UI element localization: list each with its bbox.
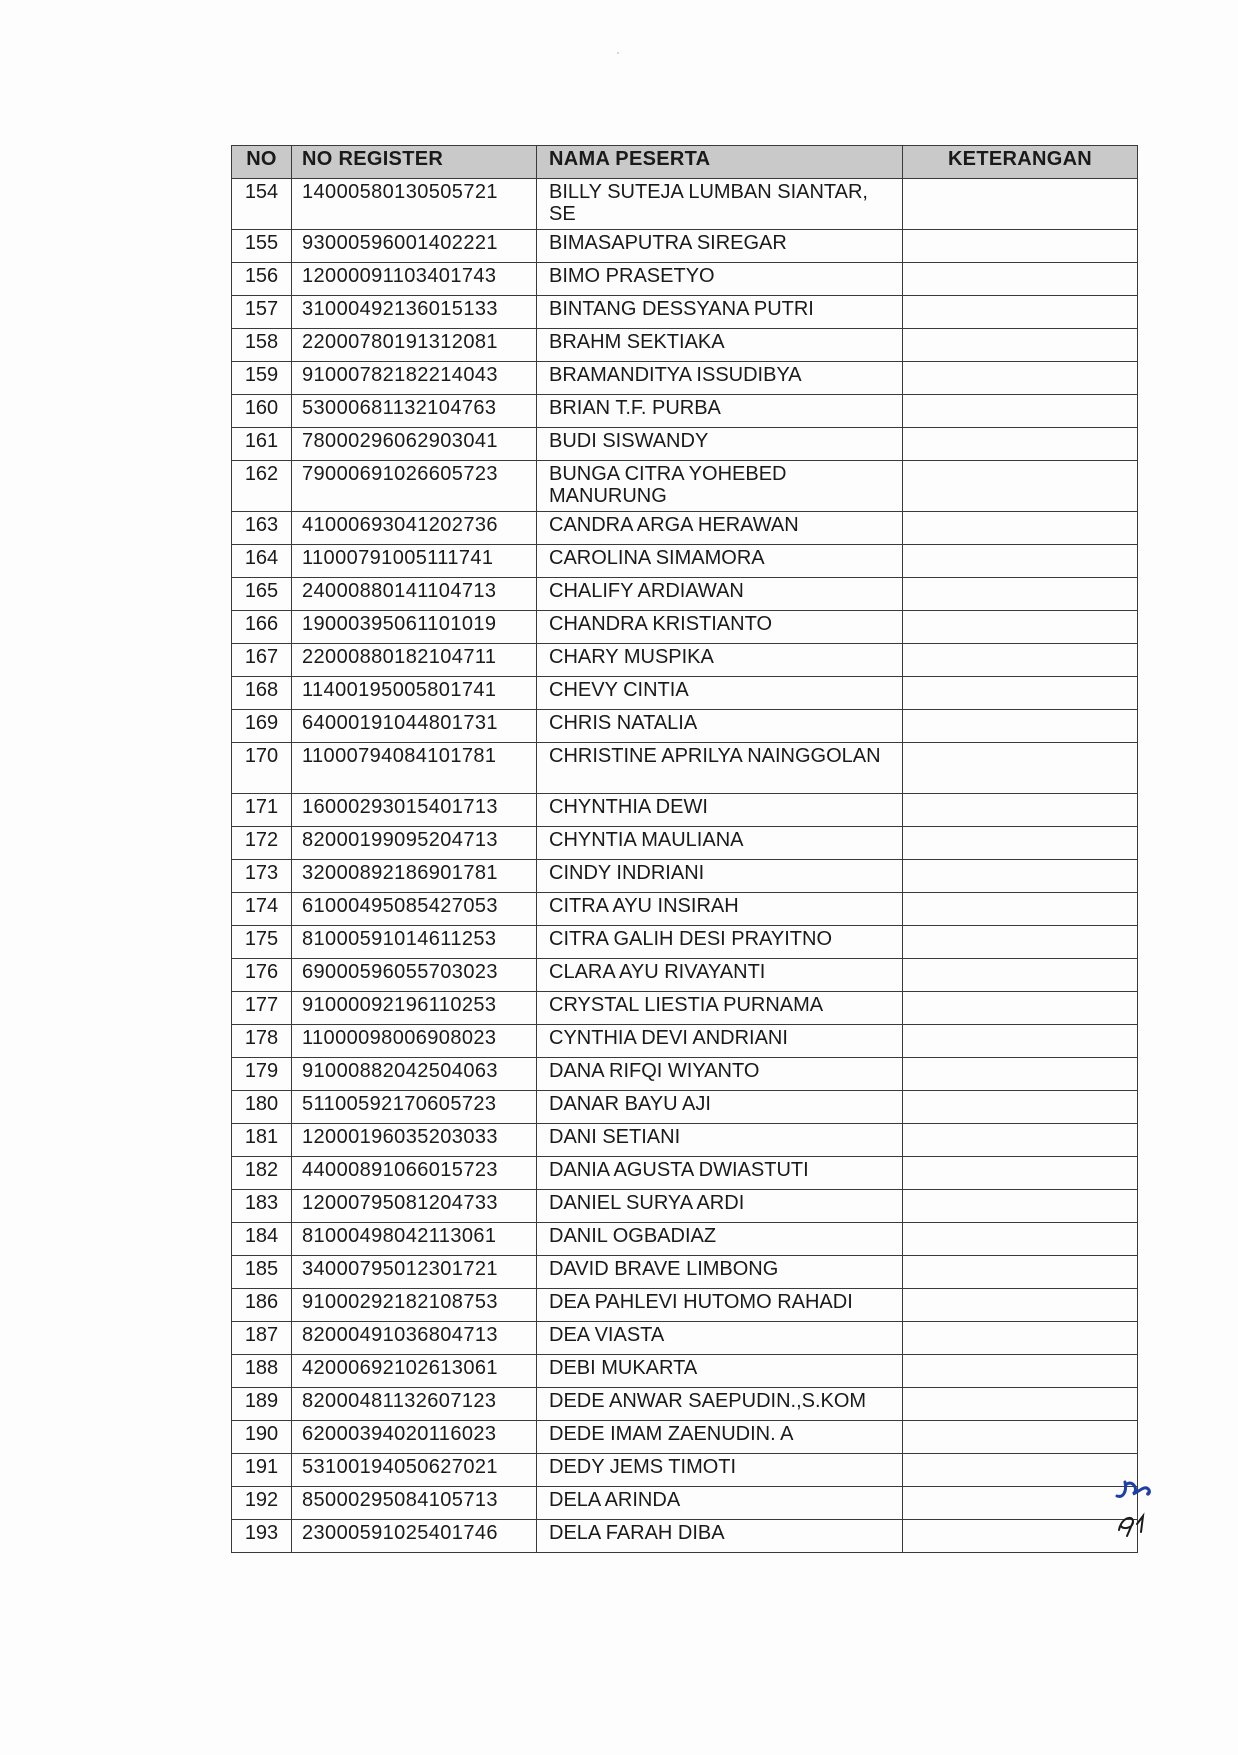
table-row bbox=[232, 926, 1138, 959]
cell-no: 156 bbox=[232, 263, 292, 296]
header-register: NO REGISTER bbox=[292, 146, 537, 179]
cell-keterangan bbox=[903, 329, 1138, 362]
cell-name: DANIEL SURYA ARDI bbox=[537, 1190, 903, 1223]
cell-keterangan bbox=[903, 794, 1138, 827]
cell-keterangan bbox=[903, 545, 1138, 578]
table-row bbox=[232, 1388, 1138, 1421]
cell-register: 23000591025401746 bbox=[292, 1520, 537, 1553]
cell-name: CANDRA ARGA HERAWAN bbox=[537, 512, 903, 545]
cell-keterangan bbox=[903, 1520, 1138, 1553]
table-row bbox=[232, 1322, 1138, 1355]
cell-keterangan bbox=[903, 959, 1138, 992]
cell-no: 167 bbox=[232, 644, 292, 677]
cell-no: 178 bbox=[232, 1025, 292, 1058]
cell-no: 192 bbox=[232, 1487, 292, 1520]
cell-no: 163 bbox=[232, 512, 292, 545]
cell-keterangan bbox=[903, 1124, 1138, 1157]
cell-register: 91000292182108753 bbox=[292, 1289, 537, 1322]
cell-name: DEDE ANWAR SAEPUDIN.,S.KOM bbox=[537, 1388, 903, 1421]
header-keterangan: KETERANGAN bbox=[903, 146, 1138, 179]
cell-name: BIMASAPUTRA SIREGAR bbox=[537, 230, 903, 263]
cell-name: BRIAN T.F. PURBA bbox=[537, 395, 903, 428]
cell-register: 62000394020116023 bbox=[292, 1421, 537, 1454]
cell-register: 19000395061101019 bbox=[292, 611, 537, 644]
cell-no: 165 bbox=[232, 578, 292, 611]
cell-no: 158 bbox=[232, 329, 292, 362]
cell-name: DANI SETIANI bbox=[537, 1124, 903, 1157]
table-row bbox=[232, 959, 1138, 992]
cell-no: 191 bbox=[232, 1454, 292, 1487]
table-row bbox=[232, 1058, 1138, 1091]
cell-register: 81000591014611253 bbox=[292, 926, 537, 959]
cell-name: DEBI MUKARTA bbox=[537, 1355, 903, 1388]
cell-name: BRAMANDITYA ISSUDIBYA bbox=[537, 362, 903, 395]
cell-register: 11000098006908023 bbox=[292, 1025, 537, 1058]
cell-name: CHYNTIA MAULIANA bbox=[537, 827, 903, 860]
table-row bbox=[232, 1256, 1138, 1289]
cell-name: CAROLINA SIMAMORA bbox=[537, 545, 903, 578]
cell-keterangan bbox=[903, 893, 1138, 926]
table-row bbox=[232, 296, 1138, 329]
table-row bbox=[232, 611, 1138, 644]
cell-register: 64000191044801731 bbox=[292, 710, 537, 743]
cell-register: 82000491036804713 bbox=[292, 1322, 537, 1355]
cell-no: 187 bbox=[232, 1322, 292, 1355]
table-row bbox=[232, 1520, 1138, 1553]
cell-no: 159 bbox=[232, 362, 292, 395]
cell-keterangan bbox=[903, 263, 1138, 296]
cell-keterangan bbox=[903, 710, 1138, 743]
cell-no: 180 bbox=[232, 1091, 292, 1124]
cell-no: 174 bbox=[232, 893, 292, 926]
cell-register: 12000091103401743 bbox=[292, 263, 537, 296]
table-row bbox=[232, 992, 1138, 1025]
table-row bbox=[232, 329, 1138, 362]
cell-no: 161 bbox=[232, 428, 292, 461]
cell-register: 24000880141104713 bbox=[292, 578, 537, 611]
table-row bbox=[232, 1289, 1138, 1322]
cell-keterangan bbox=[903, 860, 1138, 893]
table-body bbox=[232, 179, 1138, 1553]
cell-name: CHALIFY ARDIAWAN bbox=[537, 578, 903, 611]
cell-no: 175 bbox=[232, 926, 292, 959]
cell-keterangan bbox=[903, 296, 1138, 329]
cell-keterangan bbox=[903, 743, 1138, 794]
cell-name: DANAR BAYU AJI bbox=[537, 1091, 903, 1124]
cell-register: 93000596001402221 bbox=[292, 230, 537, 263]
cell-name: CYNTHIA DEVI ANDRIANI bbox=[537, 1025, 903, 1058]
cell-keterangan bbox=[903, 1322, 1138, 1355]
cell-name: CHYNTHIA DEWI bbox=[537, 794, 903, 827]
cell-register: 91000092196110253 bbox=[292, 992, 537, 1025]
cell-keterangan bbox=[903, 827, 1138, 860]
table-row bbox=[232, 545, 1138, 578]
cell-register: 11000791005111741 bbox=[292, 545, 537, 578]
cell-name: DEDY JEMS TIMOTI bbox=[537, 1454, 903, 1487]
cell-keterangan bbox=[903, 1388, 1138, 1421]
table-row bbox=[232, 677, 1138, 710]
cell-no: 183 bbox=[232, 1190, 292, 1223]
cell-register: 44000891066015723 bbox=[292, 1157, 537, 1190]
table-row bbox=[232, 1025, 1138, 1058]
cell-no: 155 bbox=[232, 230, 292, 263]
cell-register: 81000498042113061 bbox=[292, 1223, 537, 1256]
cell-name: DEA PAHLEVI HUTOMO RAHADI bbox=[537, 1289, 903, 1322]
cell-register: 78000296062903041 bbox=[292, 428, 537, 461]
table-row bbox=[232, 644, 1138, 677]
cell-name: CINDY INDRIANI bbox=[537, 860, 903, 893]
cell-register: 91000782182214043 bbox=[292, 362, 537, 395]
cell-keterangan bbox=[903, 1355, 1138, 1388]
cell-register: 79000691026605723 bbox=[292, 461, 537, 512]
cell-register: 61000495085427053 bbox=[292, 893, 537, 926]
cell-no: 184 bbox=[232, 1223, 292, 1256]
table-row bbox=[232, 860, 1138, 893]
cell-name: DAVID BRAVE LIMBONG bbox=[537, 1256, 903, 1289]
cell-register: 32000892186901781 bbox=[292, 860, 537, 893]
cell-no: 170 bbox=[232, 743, 292, 794]
table-header-row bbox=[232, 146, 1138, 179]
header-no: NO bbox=[232, 146, 292, 179]
table-row bbox=[232, 362, 1138, 395]
cell-no: 177 bbox=[232, 992, 292, 1025]
cell-name: BRAHM SEKTIAKA bbox=[537, 329, 903, 362]
cell-register: 34000795012301721 bbox=[292, 1256, 537, 1289]
cell-no: 162 bbox=[232, 461, 292, 512]
cell-keterangan bbox=[903, 992, 1138, 1025]
cell-name: BILLY SUTEJA LUMBAN SIANTAR, SE bbox=[537, 179, 903, 230]
cell-register: 69000596055703023 bbox=[292, 959, 537, 992]
cell-name: CHEVY CINTIA bbox=[537, 677, 903, 710]
cell-register: 82000481132607123 bbox=[292, 1388, 537, 1421]
table-row bbox=[232, 395, 1138, 428]
cell-name: BUNGA CITRA YOHEBED MANURUNG bbox=[537, 461, 903, 512]
table-row bbox=[232, 428, 1138, 461]
cell-name: CLARA AYU RIVAYANTI bbox=[537, 959, 903, 992]
cell-keterangan bbox=[903, 926, 1138, 959]
table-row bbox=[232, 461, 1138, 512]
cell-name: DANIL OGBADIAZ bbox=[537, 1223, 903, 1256]
cell-register: 12000196035203033 bbox=[292, 1124, 537, 1157]
cell-keterangan bbox=[903, 395, 1138, 428]
cell-register: 42000692102613061 bbox=[292, 1355, 537, 1388]
table-row bbox=[232, 179, 1138, 230]
cell-no: 188 bbox=[232, 1355, 292, 1388]
cell-keterangan bbox=[903, 677, 1138, 710]
cell-keterangan bbox=[903, 1025, 1138, 1058]
header-name: NAMA PESERTA bbox=[537, 146, 903, 179]
cell-keterangan bbox=[903, 1487, 1138, 1520]
table-row bbox=[232, 1421, 1138, 1454]
cell-register: 16000293015401713 bbox=[292, 794, 537, 827]
table-row bbox=[232, 710, 1138, 743]
cell-keterangan bbox=[903, 461, 1138, 512]
table-row bbox=[232, 1487, 1138, 1520]
table-row bbox=[232, 1190, 1138, 1223]
cell-keterangan bbox=[903, 1157, 1138, 1190]
cell-name: CHANDRA KRISTIANTO bbox=[537, 611, 903, 644]
cell-name: CITRA AYU INSIRAH bbox=[537, 893, 903, 926]
scan-speck bbox=[617, 52, 619, 54]
cell-register: 82000199095204713 bbox=[292, 827, 537, 860]
cell-keterangan bbox=[903, 1289, 1138, 1322]
cell-no: 193 bbox=[232, 1520, 292, 1553]
cell-no: 189 bbox=[232, 1388, 292, 1421]
cell-no: 181 bbox=[232, 1124, 292, 1157]
cell-name: DELA ARINDA bbox=[537, 1487, 903, 1520]
table-row bbox=[232, 794, 1138, 827]
cell-keterangan bbox=[903, 1421, 1138, 1454]
cell-no: 169 bbox=[232, 710, 292, 743]
cell-register: 22000880182104711 bbox=[292, 644, 537, 677]
table-row bbox=[232, 1454, 1138, 1487]
cell-keterangan bbox=[903, 230, 1138, 263]
cell-keterangan bbox=[903, 611, 1138, 644]
participant-table bbox=[231, 145, 1138, 1553]
cell-keterangan bbox=[903, 428, 1138, 461]
cell-name: CHRIS NATALIA bbox=[537, 710, 903, 743]
cell-register: 31000492136015133 bbox=[292, 296, 537, 329]
cell-name: CITRA GALIH DESI PRAYITNO bbox=[537, 926, 903, 959]
cell-register: 22000780191312081 bbox=[292, 329, 537, 362]
cell-keterangan bbox=[903, 179, 1138, 230]
cell-no: 172 bbox=[232, 827, 292, 860]
cell-name: DANIA AGUSTA DWIASTUTI bbox=[537, 1157, 903, 1190]
cell-name: CRYSTAL LIESTIA PURNAMA bbox=[537, 992, 903, 1025]
cell-register: 53100194050627021 bbox=[292, 1454, 537, 1487]
cell-register: 41000693041202736 bbox=[292, 512, 537, 545]
cell-keterangan bbox=[903, 512, 1138, 545]
cell-register: 14000580130505721 bbox=[292, 179, 537, 230]
table-row bbox=[232, 1091, 1138, 1124]
cell-no: 160 bbox=[232, 395, 292, 428]
cell-name: CHARY MUSPIKA bbox=[537, 644, 903, 677]
cell-no: 171 bbox=[232, 794, 292, 827]
cell-no: 186 bbox=[232, 1289, 292, 1322]
cell-name: DEDE IMAM ZAENUDIN. A bbox=[537, 1421, 903, 1454]
table-row bbox=[232, 1157, 1138, 1190]
table-row bbox=[232, 743, 1138, 794]
cell-no: 190 bbox=[232, 1421, 292, 1454]
cell-register: 11000794084101781 bbox=[292, 743, 537, 794]
cell-keterangan bbox=[903, 1223, 1138, 1256]
cell-keterangan bbox=[903, 1256, 1138, 1289]
table-row bbox=[232, 263, 1138, 296]
cell-name: BINTANG DESSYANA PUTRI bbox=[537, 296, 903, 329]
cell-name: DEA VIASTA bbox=[537, 1322, 903, 1355]
cell-no: 164 bbox=[232, 545, 292, 578]
cell-name: BIMO PRASETYO bbox=[537, 263, 903, 296]
cell-keterangan bbox=[903, 1454, 1138, 1487]
cell-no: 182 bbox=[232, 1157, 292, 1190]
table-row bbox=[232, 1223, 1138, 1256]
cell-no: 166 bbox=[232, 611, 292, 644]
cell-no: 157 bbox=[232, 296, 292, 329]
cell-keterangan bbox=[903, 1058, 1138, 1091]
table-row bbox=[232, 230, 1138, 263]
table-row bbox=[232, 827, 1138, 860]
table-row bbox=[232, 512, 1138, 545]
cell-register: 51100592170605723 bbox=[292, 1091, 537, 1124]
cell-no: 168 bbox=[232, 677, 292, 710]
table-row bbox=[232, 893, 1138, 926]
cell-no: 179 bbox=[232, 1058, 292, 1091]
handwritten-initials-icon bbox=[1105, 1470, 1185, 1540]
cell-keterangan bbox=[903, 644, 1138, 677]
cell-keterangan bbox=[903, 1091, 1138, 1124]
cell-name: DELA FARAH DIBA bbox=[537, 1520, 903, 1553]
cell-no: 185 bbox=[232, 1256, 292, 1289]
cell-name: DANA RIFQI WIYANTO bbox=[537, 1058, 903, 1091]
cell-name: BUDI SISWANDY bbox=[537, 428, 903, 461]
table-row bbox=[232, 578, 1138, 611]
cell-register: 91000882042504063 bbox=[292, 1058, 537, 1091]
cell-no: 176 bbox=[232, 959, 292, 992]
cell-keterangan bbox=[903, 1190, 1138, 1223]
cell-name: CHRISTINE APRILYA NAINGGOLAN bbox=[537, 743, 903, 794]
cell-no: 173 bbox=[232, 860, 292, 893]
cell-keterangan bbox=[903, 362, 1138, 395]
cell-register: 85000295084105713 bbox=[292, 1487, 537, 1520]
cell-keterangan bbox=[903, 578, 1138, 611]
cell-register: 12000795081204733 bbox=[292, 1190, 537, 1223]
table-row bbox=[232, 1124, 1138, 1157]
cell-register: 11400195005801741 bbox=[292, 677, 537, 710]
cell-register: 53000681132104763 bbox=[292, 395, 537, 428]
table-row bbox=[232, 1355, 1138, 1388]
cell-no: 154 bbox=[232, 179, 292, 230]
